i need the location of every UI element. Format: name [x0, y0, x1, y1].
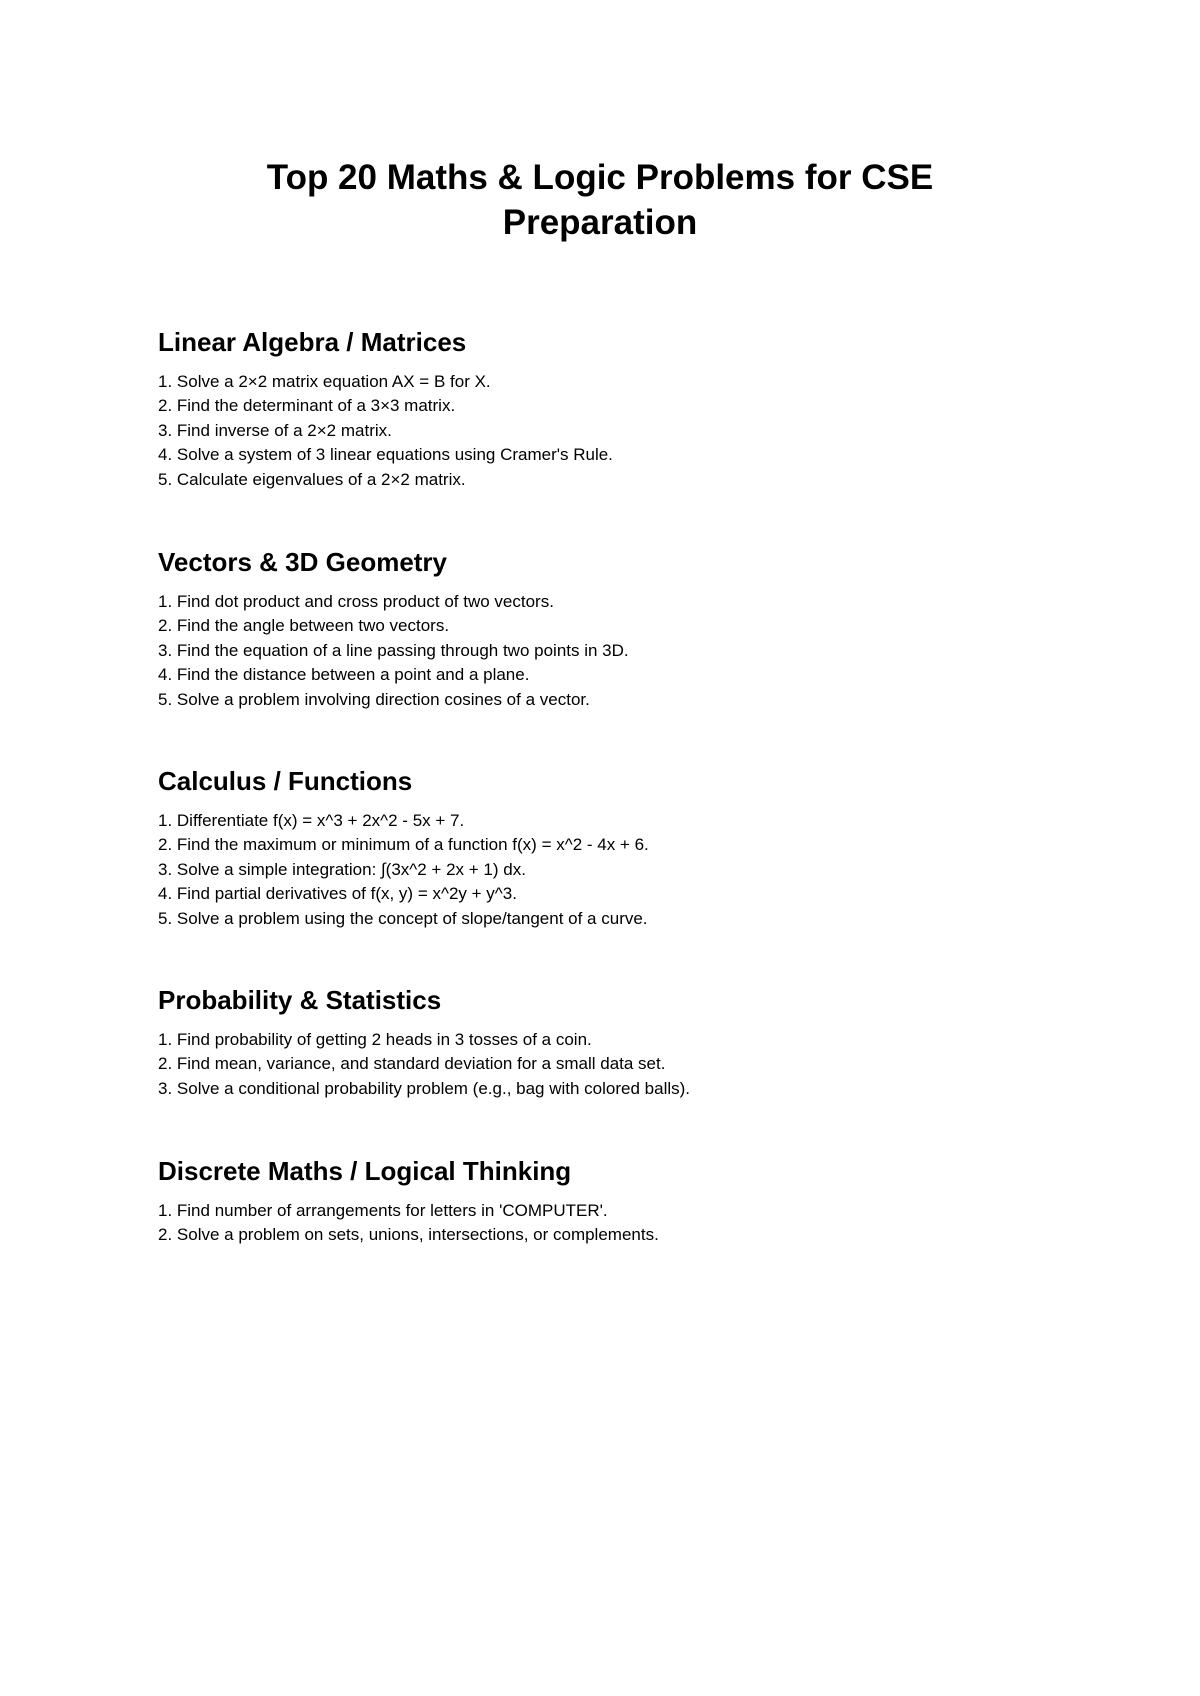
problem-list — [158, 590, 1058, 712]
list-item: 3. Find inverse of a 2×2 matrix. — [158, 420, 392, 440]
section-probability-statistics — [158, 983, 1058, 1101]
document-title-line-1: Top 20 Maths & Logic Problems for CSE — [266, 158, 934, 197]
list-item: 3. Find the equation of a line passing through two points in 3D. — [158, 640, 629, 660]
list-item: 4. Find the distance between a point and a plane. — [158, 665, 530, 685]
list-item: 2. Find the angle between two vectors. — [158, 616, 450, 636]
list-item: 2. Find the determinant of a 3×3 matrix. — [158, 396, 456, 416]
list-item: 4. Find partial derivatives of f(x, y) = x^2y + y^3. — [158, 884, 517, 904]
problem-list — [158, 809, 1058, 931]
list-item: 1. Differentiate f(x) = x^3 + 2x^2 - 5x + 7. — [158, 811, 465, 830]
list-item: 3. Solve a conditional probability problem (e.g., bag with colored balls). — [158, 1078, 691, 1098]
section-calculus-functions — [158, 764, 1058, 931]
list-item: 2. Solve a problem on sets, unions, intersections, or complements. — [158, 1225, 659, 1245]
section-heading: Probability & Statistics — [158, 985, 442, 1015]
list-item: 4. Solve a system of 3 linear equations using Cramer's Rule. — [158, 445, 613, 465]
problem-list — [158, 1199, 1058, 1248]
list-item: 2. Find mean, variance, and standard deviation for a small data set. — [158, 1054, 666, 1074]
document-title-line-2: Preparation — [502, 203, 698, 242]
list-item: 5. Solve a problem involving direction cosines of a vector. — [158, 689, 590, 709]
section-heading: Calculus / Functions — [158, 766, 413, 796]
section-linear-algebra — [158, 325, 1058, 492]
section-heading: Linear Algebra / Matrices — [158, 327, 467, 357]
section-heading: Vectors & 3D Geometry — [158, 547, 448, 577]
section-discrete-maths — [158, 1154, 1058, 1248]
list-item: 1. Find dot product and cross product of two vectors. — [158, 592, 554, 611]
problem-list — [158, 370, 1058, 492]
list-item: 1. Find probability of getting 2 heads in 3 tosses of a coin. — [158, 1030, 592, 1049]
list-item: 2. Find the maximum or minimum of a function f(x) = x^2 - 4x + 6. — [158, 835, 649, 855]
list-item: 1. Find number of arrangements for letters in 'COMPUTER'. — [158, 1201, 608, 1220]
list-item: 1. Solve a 2×2 matrix equation AX = B for X. — [158, 372, 491, 391]
document-title — [150, 155, 1050, 245]
list-item: 3. Solve a simple integration: ∫(3x^2 + 2x + 1) dx. — [158, 859, 526, 879]
list-item: 5. Calculate eigenvalues of a 2×2 matrix. — [158, 469, 466, 489]
problem-list — [158, 1028, 1058, 1101]
section-vectors-3d-geometry — [158, 545, 1058, 712]
list-item: 5. Solve a problem using the concept of slope/tangent of a curve. — [158, 908, 648, 928]
section-heading: Discrete Maths / Logical Thinking — [158, 1156, 572, 1186]
